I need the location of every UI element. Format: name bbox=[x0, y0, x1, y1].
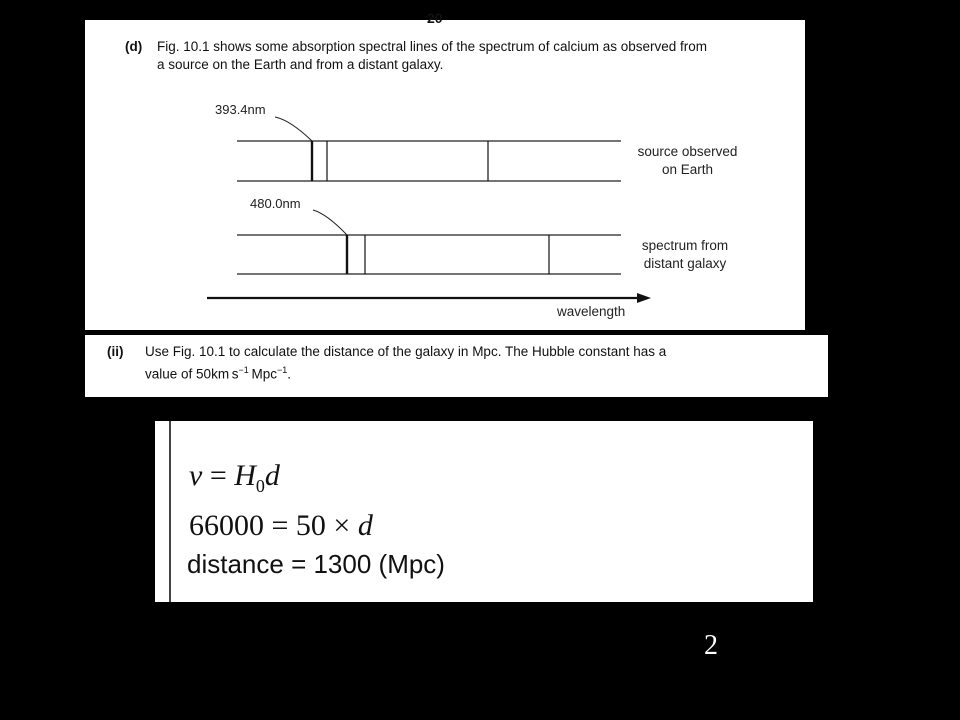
wavelength-arrowhead bbox=[637, 293, 651, 303]
equation-hubble-law bbox=[189, 459, 280, 497]
question-ii-line2 bbox=[145, 361, 666, 384]
unit-s: s bbox=[231, 366, 239, 382]
earth-spectrum-label bbox=[630, 143, 745, 179]
unit-mpc-exponent: −1 bbox=[277, 365, 288, 375]
page-number: 20 bbox=[427, 10, 443, 26]
question-d-line1: Fig. 10.1 shows some absorption spectral lines of the spectrum of calcium as observed from bbox=[157, 39, 707, 54]
galaxy-pointer bbox=[313, 210, 347, 235]
eq2-mid: = 50 × bbox=[264, 509, 358, 542]
part-label-d: (d) bbox=[125, 39, 143, 54]
unit-km: km bbox=[211, 366, 230, 382]
earth-spectrum-label-line1: source observed bbox=[637, 144, 738, 159]
answer-margin-line bbox=[169, 421, 171, 602]
galaxy-spectrum-label-line1: spectrum from bbox=[641, 238, 729, 253]
slide-number: 2 bbox=[704, 630, 718, 661]
question-d-line2: a source on the Earth and from a distant galaxy. bbox=[157, 57, 444, 72]
galaxy-spectrum-label bbox=[630, 237, 740, 273]
part-label-ii: (ii) bbox=[107, 344, 124, 359]
earth-line-label: 393.4nm bbox=[215, 102, 266, 117]
eq2-left: 66000 bbox=[189, 509, 264, 542]
eq-equals: = bbox=[202, 459, 235, 492]
distance-result: distance = 1300 (Mpc) bbox=[187, 549, 445, 579]
unit-s-exponent: −1 bbox=[238, 365, 249, 375]
eq-v: v bbox=[189, 459, 203, 492]
galaxy-line-label: 480.0nm bbox=[250, 196, 301, 211]
question-ii-line1: Use Fig. 10.1 to calculate the distance of the galaxy in Mpc. The Hubble constant has a bbox=[145, 344, 667, 359]
value-text: value of 50 bbox=[145, 366, 212, 382]
equation-substitution bbox=[189, 509, 373, 543]
eq2-d: d bbox=[357, 509, 373, 542]
earth-spectrum-label-line2: on Earth bbox=[661, 162, 714, 177]
wavelength-axis-label: wavelength bbox=[557, 304, 626, 319]
eq-H: H bbox=[234, 459, 256, 492]
question-panel bbox=[85, 335, 828, 397]
sentence-end: . bbox=[287, 366, 292, 382]
eq-subscript: 0 bbox=[255, 476, 265, 496]
figure-panel bbox=[85, 10, 805, 330]
earth-pointer bbox=[275, 117, 312, 141]
question-ii-text bbox=[145, 343, 666, 384]
galaxy-spectrum-label-line2: distant galaxy bbox=[643, 256, 727, 271]
eq-d: d bbox=[264, 459, 280, 492]
answer-panel bbox=[155, 421, 813, 602]
unit-mpc: Mpc bbox=[251, 366, 277, 382]
